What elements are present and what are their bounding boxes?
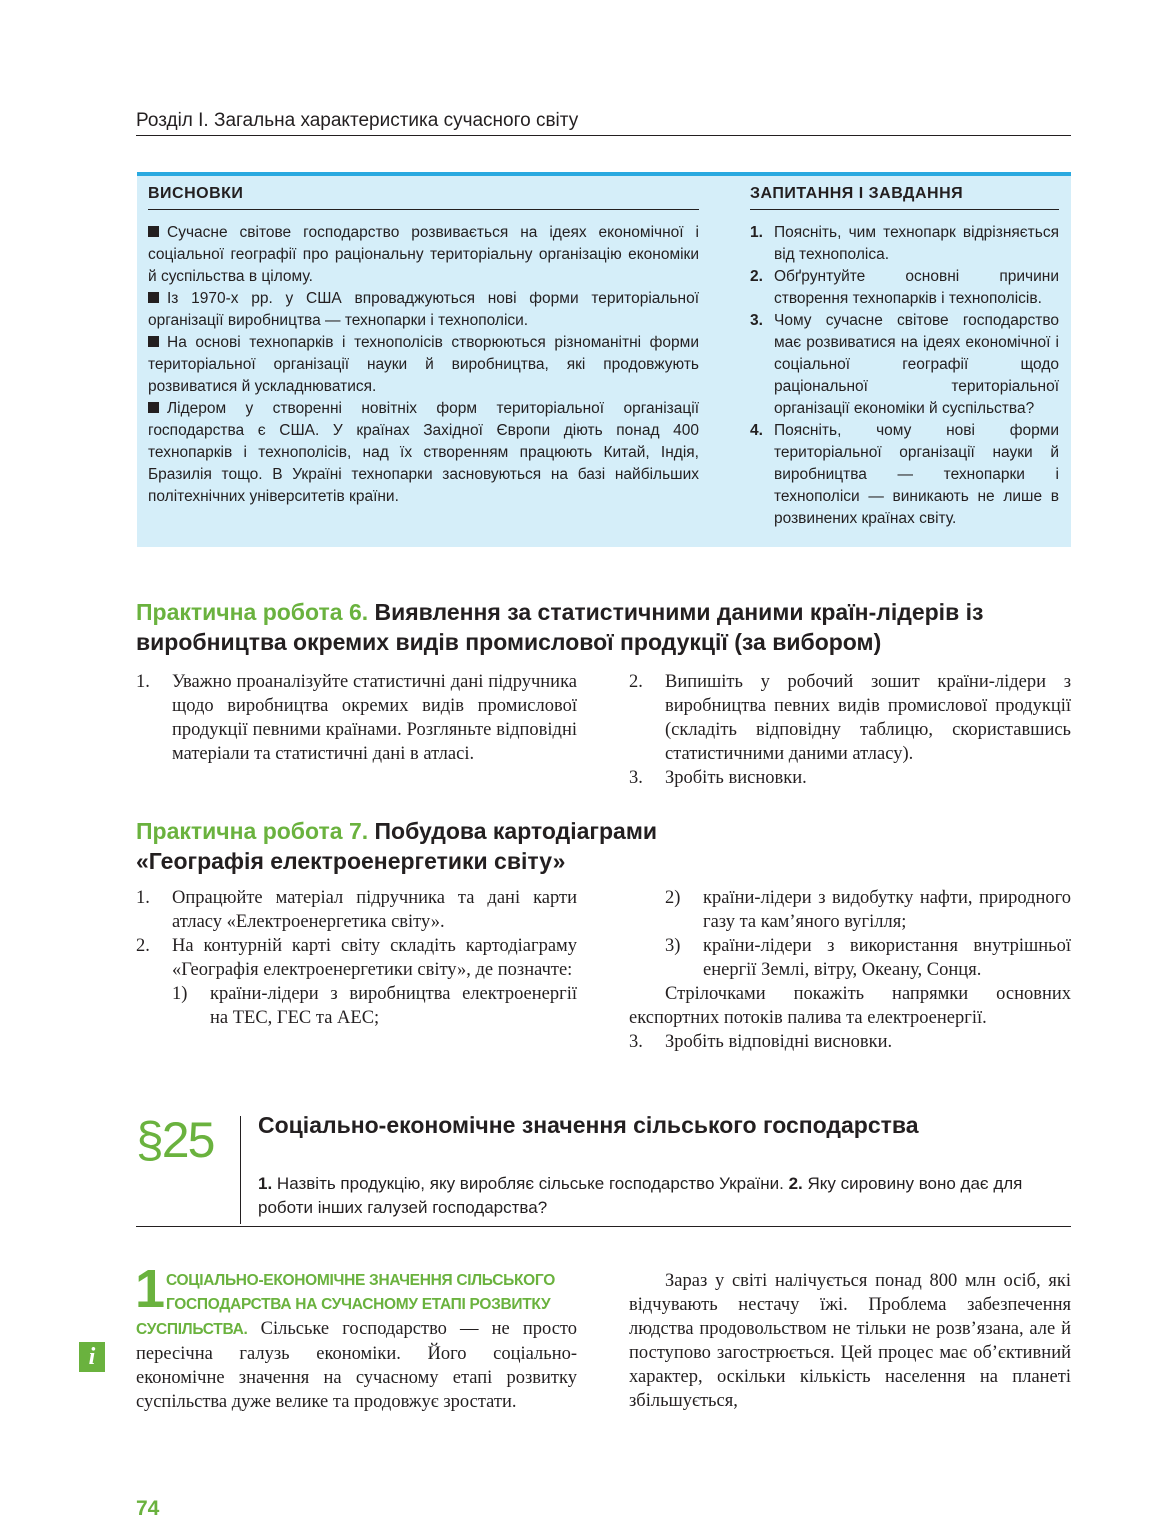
questions-heading: ЗАПИТАННЯ І ЗАВДАННЯ [750, 185, 964, 202]
section-right-text: Зараз у світі налічується понад 800 млн осіб, які відчувають нестачу їжі. Проблема забезпечення людства продовольством не тільки не розв’язана, але й поступово загострюється. Цей процес має об’єктивний характер, оскільки кількість населення на планеті збільшується, [629, 1271, 1071, 1411]
practical-6-left-column [136, 670, 577, 766]
sub-item-text: країни-лідери з виробництва електроенергії на ТЕС, ГЕС та АЕС; [210, 984, 577, 1028]
conclusion-item [148, 332, 699, 398]
question-text: Поясніть, чому нові форми територіальної організації науки й виробництва — технопарки і технополіси — виникають не лише в розвинених країнах світу. [774, 422, 1059, 527]
arrows-instruction: Стрілочками покажіть напрямки основних експортних потоків палива та електроенергії. [629, 984, 1071, 1028]
paragraph-divider [240, 1116, 241, 1224]
question-number: 1. [750, 224, 763, 241]
list-item [136, 886, 577, 934]
conclusion-item [148, 222, 699, 288]
practical-7-label: Практична робота 7. [136, 818, 369, 844]
conclusion-text: Із 1970-х рр. у США впроваджуються нові форми територіальної організації виробництва — технопарки і технополіси. [148, 290, 699, 329]
item-number: 1. [136, 888, 150, 908]
question-item [750, 420, 1059, 530]
paragraph-title: Соціально-економічне значення сільського господарства [258, 1112, 919, 1138]
square-bullet-icon [148, 336, 159, 347]
question-text: Чому сучасне світове господарство має розвиватися на ідеях економічної і соціальної географії щодо раціональної територіальної організації економіки й суспільства? [774, 312, 1059, 417]
section-number: 1 [135, 1259, 166, 1319]
list-item [136, 670, 577, 766]
section-left-text [136, 1317, 577, 1414]
item-number: 3. [629, 768, 643, 788]
practical-7-heading-line1: Побудова картодіаграми [374, 818, 657, 844]
running-header: Розділ І. Загальна характеристика сучасного світу [136, 110, 579, 131]
questions-list [750, 222, 1059, 530]
warmup-number: 2. [788, 1174, 803, 1193]
page-number: 74 [136, 1497, 160, 1520]
item-text: Випишіть у робочий зошит країни-лідери з виробництва певних видів промислової продукції (складіть відповідну таблицю, скориставшись статистичними даними атласу). [665, 672, 1071, 764]
header-divider [136, 135, 1071, 136]
questions-rule [750, 209, 1059, 210]
questions-panel [750, 185, 1059, 530]
question-item [750, 266, 1059, 310]
question-text: Поясніть, чим технопарк відрізняється від технополіса. [774, 224, 1059, 263]
conclusion-item [148, 398, 699, 508]
sub-item-number: 1) [172, 984, 188, 1004]
list-item [629, 670, 1071, 766]
question-number: 2. [750, 268, 763, 285]
item-number: 1. [136, 672, 150, 692]
practical-6-right-column [629, 670, 1071, 790]
question-number: 3. [750, 312, 763, 329]
sub-item-number: 2) [665, 888, 681, 908]
item-text: На контурній карті світу складіть картодіаграму «Географія електроенергетики світу», де позначте: [172, 936, 577, 980]
conclusion-text: Сучасне світове господарство розвивається на ідеях економічної і соціальної географії про раціональну територіальну організацію економіки й суспільства в цілому. [148, 224, 699, 285]
warmup-number: 1. [258, 1174, 273, 1193]
sub-list-item [629, 886, 1071, 934]
sub-item-text: країни-лідери з видобутку нафти, природного газу та кам’яного вугілля; [703, 888, 1071, 932]
practical-6-heading: Виявлення за статистичними даними країн-лідерів із виробництва окремих видів промислової продукції (за вибором) [136, 599, 984, 655]
practical-7-heading-line2: «Географія електроенергетики світу» [136, 848, 566, 874]
question-text: Обґрунтуйте основні причини створення технопарків і технополісів. [774, 268, 1059, 307]
section-heading-line2: ГОСПОДАРСТВА НА СУЧАСНОМУ ЕТАПІ РОЗВИТКУ [166, 1296, 551, 1313]
item-number: 2. [629, 672, 643, 692]
question-item [750, 310, 1059, 420]
warmup-text: Назвіть продукцію, яку виробляє сільське господарство України. [276, 1174, 784, 1193]
practical-6-title [136, 597, 1071, 657]
conclusions-panel [148, 185, 699, 508]
square-bullet-icon [148, 402, 159, 413]
square-bullet-icon [148, 226, 159, 237]
conclusions-heading: ВИСНОВКИ [148, 185, 244, 202]
question-item [750, 222, 1059, 266]
practical-6-label: Практична робота 6. [136, 599, 369, 625]
sub-list-item [136, 982, 577, 1030]
list-item [136, 934, 577, 982]
sub-item-number: 3) [665, 936, 681, 956]
section-heading-line3: СУСПІЛЬСТВА. [136, 1321, 248, 1338]
practical-7-left-column [136, 886, 577, 1030]
info-icon: i [79, 1342, 105, 1372]
item-text: Зробіть відповідні висновки. [665, 1032, 893, 1052]
conclusion-text: На основі технопарків і технополісів створюються різноманітні форми територіальної організації науки й виробництва, які продовжують розвиватися й ускладнюватися. [148, 334, 699, 395]
practical-7-right-column [629, 886, 1071, 1054]
sub-item-text: країни-лідери з використання внутрішньої енергії Землі, вітру, Океану, Сонця. [703, 936, 1071, 980]
conclusions-rule [148, 209, 699, 210]
list-item [629, 1030, 1071, 1054]
sub-list-item [629, 934, 1071, 982]
paragraph-bottom-rule [136, 1226, 1071, 1227]
warmup-text: Яку сировину воно дає для роботи інших галузей господарства? [258, 1174, 1023, 1217]
square-bullet-icon [148, 292, 159, 303]
paragraph-number: §25 [136, 1112, 214, 1168]
item-text: Уважно проаналізуйте статистичні дані підручника щодо виробництва окремих видів промислової продукції певними країнами. Розгляньте відповідні матеріали та статистичні дані в атласі. [172, 672, 577, 764]
practical-7-title [136, 816, 1071, 876]
paragraph-warmup-questions [258, 1172, 1071, 1220]
conclusion-item [148, 288, 699, 332]
section-text: Сільське господарство — не просто пересічна галузь економіки. Його соціально-економічне значення на сучасному етапі розвитку суспільства дуже велике та продовжує зростати. [136, 1319, 578, 1412]
item-number: 2. [136, 936, 150, 956]
item-text: Зробіть висновки. [665, 768, 807, 788]
list-item [629, 766, 1071, 790]
item-number: 3. [629, 1032, 643, 1052]
question-number: 4. [750, 422, 763, 439]
item-text: Опрацюйте матеріал підручника та дані карти атласу «Електроенергетика світу». [172, 888, 577, 932]
conclusion-text: Лідером у створенні новітніх форм територіальної організації господарства є США. У країнах Західної Європи діють понад 400 технопарків і технополісів, над їх створенням працюють Китай, Індія, Бразилія тощо. В Україні технопарки засновуються на базі найбільших політехнічних університетів країни. [148, 400, 699, 505]
section-heading-line1: СОЦІАЛЬНО-ЕКОНОМІЧНЕ ЗНАЧЕННЯ СІЛЬСЬКОГО [166, 1272, 555, 1289]
